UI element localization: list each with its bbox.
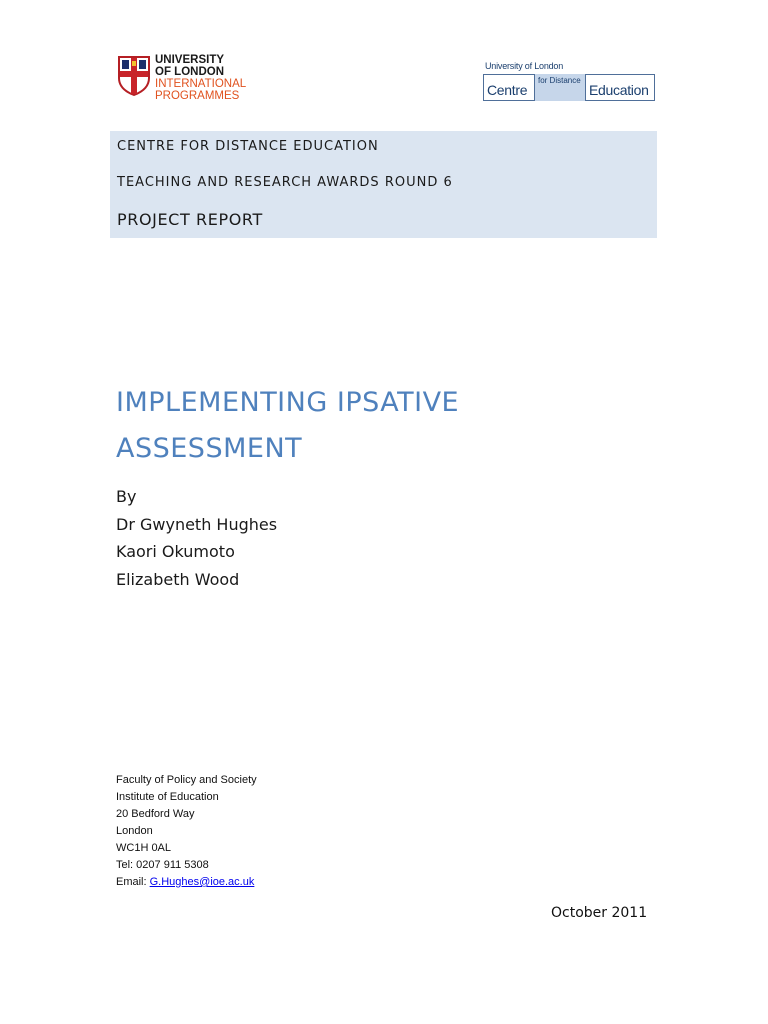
document-title-line-1: IMPLEMENTING IPSATIVE [116,387,460,418]
document-title [116,380,636,472]
cde-logo-centre-word: Centre [487,82,528,98]
cde-logo-top-text: University of London [485,61,564,71]
uol-international-programmes-logo [118,54,268,110]
contact-street: 20 Bedford Way [116,808,195,820]
header-line-project-report: PROJECT REPORT [117,210,263,229]
contact-postcode: WC1H 0AL [116,842,172,854]
uol-logo-line-3: INTERNATIONAL [155,78,247,90]
contact-telephone: Tel: 0207 911 5308 [116,859,209,871]
contact-block [116,772,257,891]
shield-cross-icon [118,56,150,96]
author-name: Dr Gwyneth Hughes [116,514,278,534]
authors-block [116,483,277,593]
uol-logo-line-4: PROGRAMMES [155,90,240,102]
header-line-awards: TEACHING AND RESEARCH AWARDS ROUND 6 [117,175,453,190]
cde-logo-education-word: Education [589,82,649,98]
report-date: October 2011 [551,905,648,921]
author-name: Kaori Okumoto [116,542,235,561]
author-name: Elizabeth Wood [116,569,240,589]
cde-logo-box [483,74,655,101]
header-band [110,131,657,238]
cde-logo-middle-panel [534,74,586,101]
contact-email-label: Email: [116,876,147,888]
contact-city: London [116,825,153,837]
contact-email-row [116,874,257,891]
by-label: By [116,487,137,506]
header-line-centre: CENTRE FOR DISTANCE EDUCATION [117,139,379,154]
cde-logo [483,61,658,105]
cde-logo-middle-text: for Distance [538,76,581,85]
document-title-line-2: ASSESSMENT [116,433,303,464]
uol-logo-line-2: OF LONDON [155,66,224,78]
contact-email-link[interactable]: G.Hughes@ioe.ac.uk [149,876,255,888]
contact-institute: Institute of Education [116,791,219,803]
uol-logo-line-1: UNIVERSITY [155,54,225,66]
contact-faculty: Faculty of Policy and Society [116,774,257,786]
